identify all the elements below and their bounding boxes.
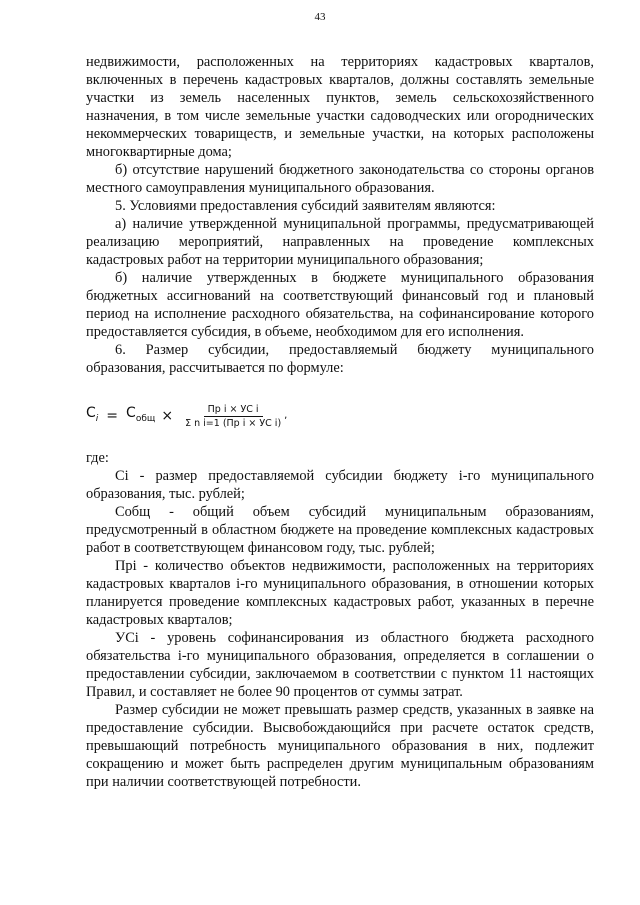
definition-usi: УСi - уровень софинансирования из областного бюджета расходного обязательства i-го муниципального образования, определяется в соглашении о предоставлении субсидии, заключаемом в соответствии с пунктом 11 настоящих Правил, и составляет не более 90 процентов от суммы затрат.	[86, 630, 594, 700]
formula-comma: ,	[284, 410, 288, 421]
definition-ci: Сi - размер предоставляемой субсидии бюджету i-го муниципального образования, тыс. рублей;	[86, 468, 594, 502]
subsidy-formula	[86, 387, 594, 445]
paragraph-item-a: а) наличие утвержденной муниципальной программы, предусматривающей реализацию мероприятий, направленных на проведение комплексных кадастровых работ на территории муниципального образования;	[86, 216, 594, 268]
definition-c-total: Собщ - общий объем субсидий муниципальным образованиям, предусмотренный в областном бюджете на проведение комплексных кадастровых работ в соответствующем финансовом году, тыс. рублей;	[86, 504, 594, 556]
paragraph-final: Размер субсидии не может превышать размер средств, указанных в заявке на предоставление субсидии. Высвобождающийся при расчете остаток средств, превышающий потребность муниципального образования в них, подлежит сокращению и может быть распределен другим муниципальным образованиям при наличии соответствующей потребности.	[86, 702, 594, 790]
paragraph-item-b-2: б) наличие утвержденных в бюджете муниципального образования бюджетных ассигнований на соответствующий финансовый год и плановый период на исполнение расходного обязательства, на софинансирование которого предоставляется субсидия, в объеме, необходимом для его исполнения.	[86, 270, 594, 340]
formula-lhs: $С_i$	[86, 405, 99, 424]
where-label: где:	[86, 450, 109, 466]
paragraph-continuation: недвижимости, расположенных на территориях кадастровых кварталов, включенных в перечень кадастровых кварталов, должны составлять земельные участки из земель населенных пунктов, земель сельскохозяйственного назначения, в том числе земельные участки садоводческих или огороднических некоммерческих товариществ, и земельные участки, на которых расположены многоквартирные дома;	[86, 54, 594, 160]
paragraph-clause-5: 5. Условиями предоставления субсидий заявителям являются:	[115, 198, 496, 214]
formula-numerator: Пр i × УС i	[204, 404, 263, 417]
definition-pri: Прi - количество объектов недвижимости, расположенных на территориях кадастровых кварталов i-го муниципального образования, в отношении которых планируется проведение комплексных кадастровых работ, указанных в перечне кадастровых кварталов;	[86, 558, 594, 628]
formula-fraction	[183, 404, 283, 429]
paragraph-item-b: б) отсутствие нарушений бюджетного законодательства со стороны органов местного самоуправления муниципального образования.	[86, 162, 594, 196]
page-number: 43	[314, 11, 326, 23]
document-body	[86, 53, 594, 791]
paragraph-clause-6: 6. Размер субсидии, предоставляемый бюджету муниципального образования, рассчитывается по формуле:	[86, 342, 594, 376]
formula-denominator: Σ n i=1 (Пр i × УС i)	[185, 417, 282, 429]
formula-equals: =	[106, 408, 119, 424]
formula-times: ×	[161, 408, 174, 424]
formula-total: $С_{общ}$	[126, 405, 156, 424]
